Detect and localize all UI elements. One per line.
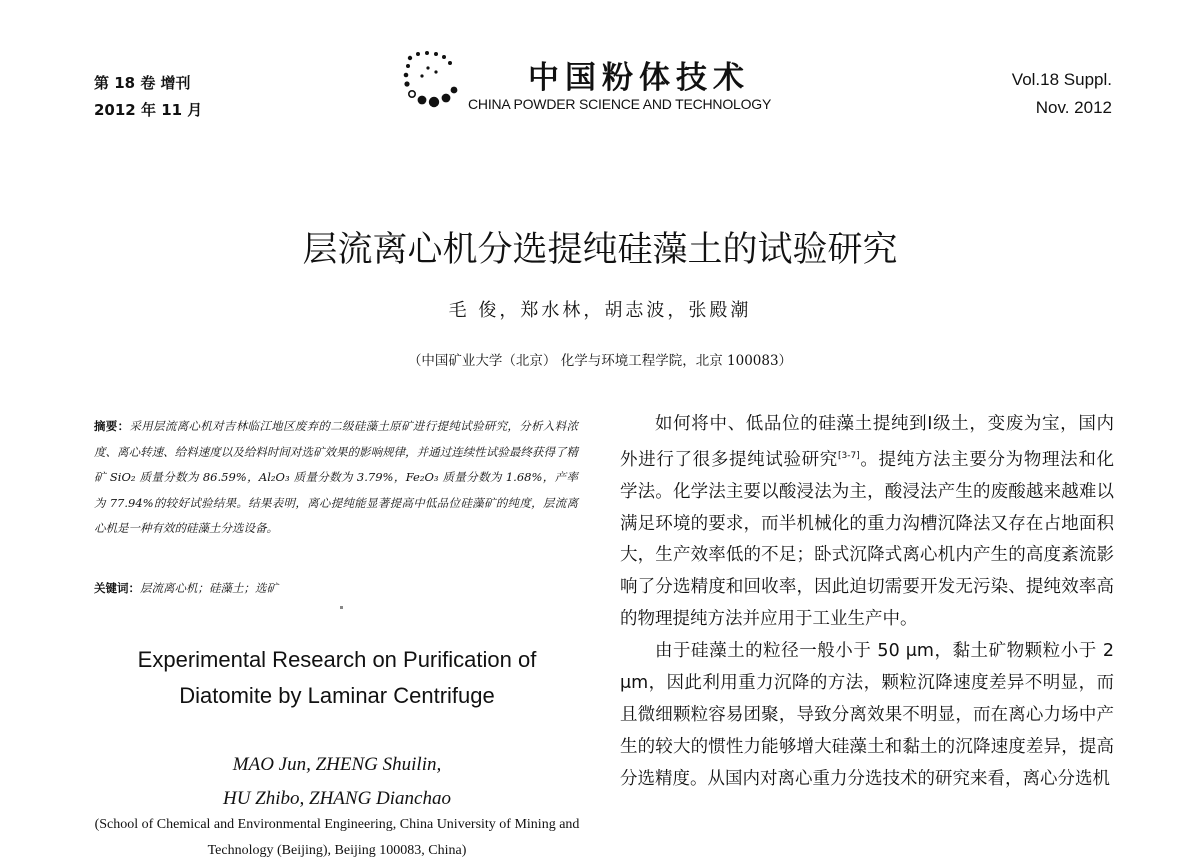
date-en: Nov. 2012 — [1035, 98, 1112, 117]
english-title: Experimental Research on Purification of Diatomite by Laminar Centrifuge — [137, 647, 537, 708]
abstract-label: 摘要： — [94, 419, 130, 433]
citation: [3-7] — [837, 450, 860, 461]
keywords-label: 关键词： — [94, 581, 140, 595]
abstract-text: 采用层流离心机对吉林临江地区废弃的二级硅藻土原矿进行提纯试验研究，分析入料浓度、离心转速、给料速度以及给料时间对选矿效果的影响规律，并通过连续性试验最终获得了精矿 SiO₂ 质量分数为 86.59%，Al₂O₃ 质量分数为 3.79%，Fe₂O₃ 质量分数为 1.68%，产率为 77.94%的较好试验结果。结果表明，离心提纯能显著提高中低品位硅藻矿的纯度，层流离心机是一种有效的硅藻土分选设备。 — [94, 419, 578, 535]
body-text — [620, 409, 1114, 796]
body-paragraph: 由于硅藻土的粒径一般小于 50 μm，黏土矿物颗粒小于 2 μm，因此利用重力沉降的方法，颗粒沉降速度差异不明显，而且微细颗粒容易团聚，导致分离效果不明显，而在离心力场中产生的较大的惯性力能够增大硅藻土和黏土的沉降速度差异，提高分选精度。从国内对离心重力分选技术的研究来看，离心分选机 — [620, 641, 1114, 789]
body-paragraph — [620, 409, 1114, 636]
article-authors: 毛 俊，郑水林，胡志波，张殿潮 — [448, 300, 752, 321]
volume-info-en — [1012, 66, 1112, 122]
divider-mark — [340, 606, 343, 609]
article-affiliation: （中国矿业大学（北京） 化学与环境工程学院，北京 100083） — [407, 353, 793, 369]
volume-en: Vol.18 Suppl. — [1011, 70, 1112, 89]
journal-title-cn: 中国粉体技术 — [528, 60, 750, 96]
journal-logo-icon — [398, 48, 470, 112]
body-paragraph-1b: 。提纯方法主要分为物理法和化学法。化学法主要以酸浸法为主，酸浸法产生的废酸越来越难以满足环境的要求，而半机械化的重力沟槽沉降法又存在占地面积大，生产效率低的不足；卧式沉降式离心机内产生的高度紊流影响了分选精度和回收率，因此迫切需要开发无污染、提纯效率高的物理提纯方法并应用于工业生产中。 — [620, 449, 1114, 630]
english-affiliation: (School of Chemical and Environmental Engineering, China University of Mining and Technology (Beijing), Beijing 100083, China) — [94, 817, 580, 858]
keywords-text: 层流离心机；硅藻土；选矿 — [140, 581, 278, 595]
volume-cn: 第 18 卷 增刊 — [94, 74, 191, 92]
keywords — [94, 580, 278, 596]
english-authors — [94, 748, 580, 816]
date-cn: 2012 年 11 月 — [94, 101, 203, 119]
volume-info — [94, 70, 202, 124]
english-authors-line2: HU Zhibo, ZHANG Dianchao — [222, 788, 451, 809]
abstract — [94, 414, 578, 542]
english-authors-line1: MAO Jun, ZHENG Shuilin, — [232, 754, 442, 775]
journal-title-en: CHINA POWDER SCIENCE AND TECHNOLOGY — [468, 96, 772, 112]
body-paragraph-1a: 如何将中、低品位的硅藻土提纯到Ⅰ级土，变废为宝，国内外进行了很多提纯试验研究 — [620, 414, 1114, 470]
article-title: 层流离心机分选提纯硅藻土的试验研究 — [302, 230, 898, 270]
